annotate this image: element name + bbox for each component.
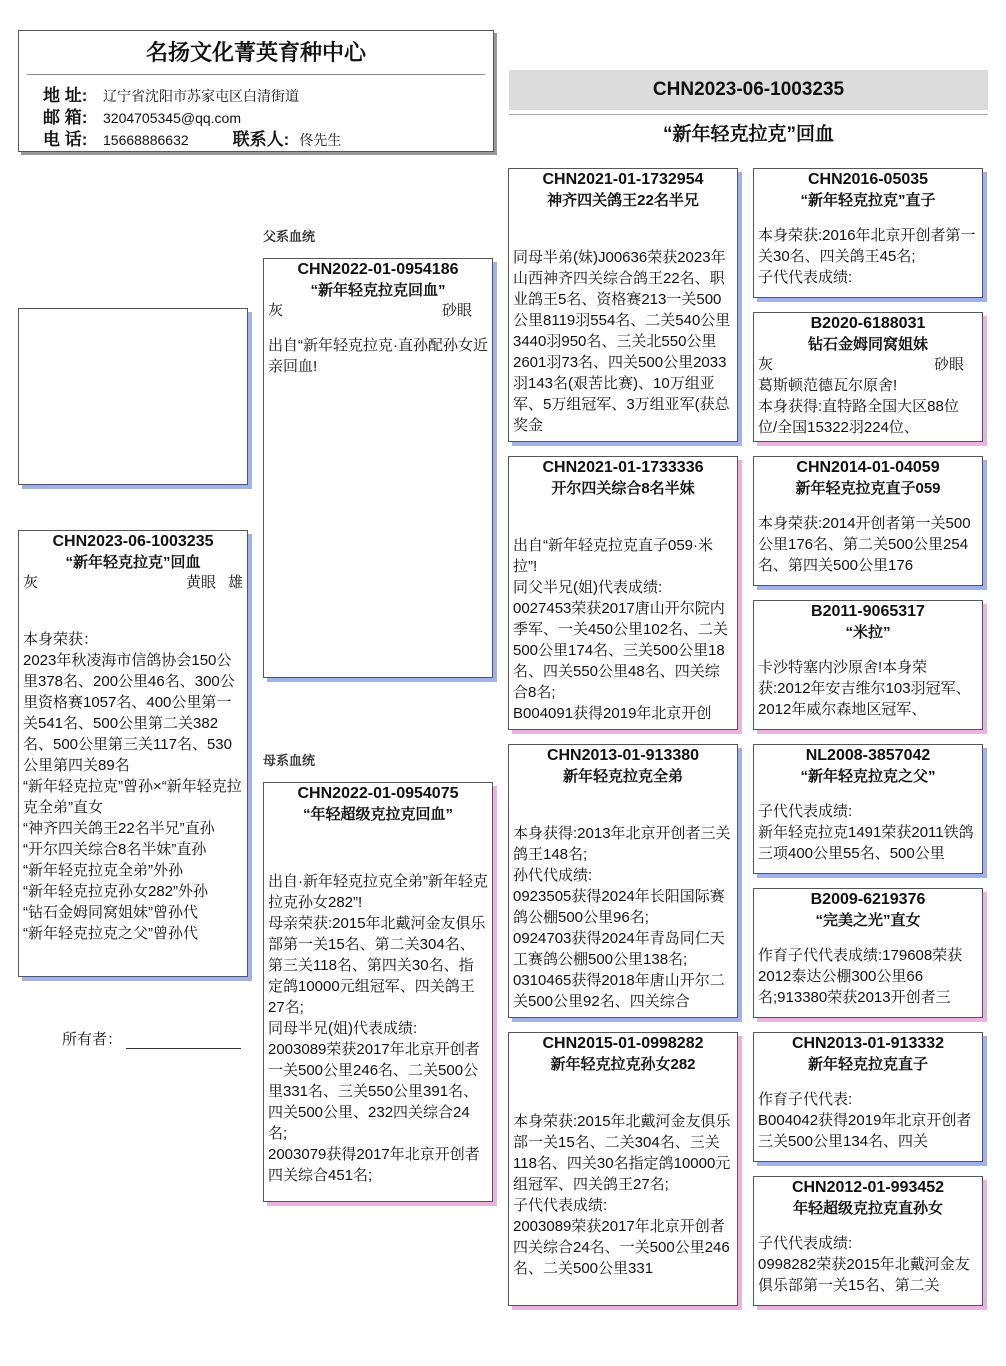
phone-row (19, 129, 493, 151)
subject-meta (19, 573, 247, 593)
dd-ring: CHN2015-01-0998282 (542, 1035, 704, 1052)
ss-details: 同母半弟(妹)J00636荣获2023年山西神齐四关综合鸽王22名、职业鸽王5名、资格赛213一关500公里8119羽554名、二关540公里3440羽950名、三关北550公里2601羽73名、四关500公里2033羽143名(艰苦比赛)、10万组亚军、5万组冠军、3万组亚军(获总奖金 (513, 249, 731, 434)
contact-value: 佟先生 (299, 132, 342, 148)
dsd-ring: B2009-6219376 (810, 891, 926, 908)
address-label: 地 址: (43, 86, 88, 105)
granddam-dam-side-card (508, 1032, 738, 1306)
phone-value[interactable]: 15668886632 (103, 132, 189, 148)
sire-eye: 砂眼 (441, 302, 472, 319)
sss-ring: CHN2016-05035 (807, 171, 929, 188)
ggp-dds-card (753, 1032, 983, 1162)
pigeon-photo-frame (18, 308, 248, 485)
sdd-details: 卡沙特塞内沙原舍!本身荣获:2012年安吉维尔103羽冠军、2012年威尔森地区冠军、 (758, 659, 971, 718)
sds-name: 新年轻克拉克直子059 (795, 480, 941, 497)
dds-ring: CHN2013-01-913332 (791, 1035, 945, 1052)
contact-label: 联系人: (232, 130, 290, 149)
dsd-name: “完美之光”直女 (815, 912, 921, 929)
dds-name: 新年轻克拉克直子 (807, 1056, 928, 1073)
ssd-name: 钻石金姆同窝姐妹 (807, 336, 928, 353)
subject-details: 本身荣获： 2023年秋凌海市信鸽协会150公里378名、200公里46名、300公里资格赛1057名、400公里第一关541名、500公里第二关382名、500公里第三关117名、530公里第四关89名 “新年轻克拉克”曾孙×“新年轻克拉克全弟”直女 “神齐四关鸽王22名半兄”直孙 “开尔四关综合8名半妹”直孙 “新年轻克拉克全弟”外孙 “新年轻克拉克孙女282”外孙 “钻石金姆同窝姐妹”曾孙代 “新年轻克拉克之父”曾孙代 (23, 631, 242, 942)
dd-details: 本身荣获:2015年北戴河金友俱乐部一关15名、二关304名、三关118名、四关30名指定鸽10000元组冠军、四关鸽王27名; 子代代表成绩: 2003089荣获2017年北京开创者四关综合24名、一关500公里246名、二关500公里331 (513, 1113, 731, 1277)
ds-details: 本身获得:2013年北京开创者三关鸽王148名; 孙代代成绩: 0923505获得2024年长阳国际赛鸽公棚500公里96名; 0924703获得2024年青岛同仁天工赛鸽公棚500公里138名; 0310465获得2018年唐山开尔二关500公里92名、四关综合 (513, 825, 731, 1010)
dss-details: 子代代表成绩: 新年轻克拉克1491荣获2011铁鸽三项400公里55名、500公里 (758, 803, 974, 862)
sire-meta (264, 301, 492, 321)
sdd-name: “米拉” (845, 624, 891, 641)
owner-label: 所有者： (62, 1031, 123, 1048)
ss-name: 神齐四关鸽王22名半兄 (547, 192, 699, 209)
banner-divider (509, 114, 988, 115)
sdd-ring: B2011-9065317 (811, 603, 925, 620)
owner-field (62, 1028, 241, 1049)
sd-name: 开尔四关综合8名半妹 (551, 480, 695, 497)
grandsire-sire-side-card (508, 168, 738, 442)
ssd-ring: B2020-6188031 (810, 315, 926, 332)
sire-card (263, 258, 493, 678)
ssd-eye: 砂眼 (933, 356, 964, 373)
email-label: 邮 箱: (43, 108, 88, 127)
sire-details: 出自“新年轻克拉克·直孙配孙女近亲回血! (268, 337, 488, 375)
sss-details: 本身荣获:2016年北京开创者第一关30名、四关鸽王45名; 子代代表成绩: (758, 227, 976, 286)
ddd-details: 子代代表成绩: 0998282荣获2015年北戴河金友俱乐部第一关15名、第二关 (758, 1235, 970, 1294)
breeder-info-card (18, 30, 494, 152)
subject-eye: 黄眼 (185, 574, 216, 591)
ddd-ring: CHN2012-01-993452 (791, 1179, 945, 1196)
subject-pigeon-card (18, 530, 248, 977)
dsd-details: 作育子代代表成绩:179608荣获2012泰达公棚300公里66名;913380荣获2013开创者三 (758, 947, 963, 1006)
email-value[interactable]: 3204705345@qq.com (103, 110, 241, 126)
pedigree-banner-name: “新年轻克拉克”回血 (662, 124, 834, 145)
sds-ring: CHN2014-01-04059 (796, 459, 940, 476)
dds-details: 作育子代代表: B004042获得2019年北京开创者三关500公里134名、四关 (758, 1091, 972, 1150)
ds-name: 新年轻克拉克全弟 (562, 768, 683, 785)
subject-name: “新年轻克拉克”回血 (65, 554, 201, 571)
ggp-sds-card (753, 456, 983, 586)
dam-line-label: 母系血统 (263, 753, 316, 768)
header-divider (27, 74, 485, 75)
dam-card (263, 782, 493, 1202)
ddd-name: 年轻超级克拉克直孙女 (792, 1200, 943, 1217)
sss-name: “新年轻克拉克”直子 (800, 192, 936, 209)
subject-sex: 雄 (227, 574, 243, 591)
email-row (19, 107, 493, 129)
granddam-sire-side-card (508, 456, 738, 730)
sire-color: 灰 (268, 302, 284, 319)
ggp-dss-card (753, 744, 983, 874)
phone-label: 电 话: (43, 130, 88, 149)
ssd-details: 葛斯顿范德瓦尔原舍! 本身获得:直特路全国大区88位位/全国15322羽224位、 (758, 377, 959, 436)
ssd-meta (754, 355, 982, 375)
dam-ring: CHN2022-01-0954075 (297, 785, 459, 802)
subject-ring: CHN2023-06-1003235 (52, 533, 214, 550)
breeder-name: 名扬文化菁英育种中心 (145, 40, 366, 65)
dss-name: “新年轻克拉克之父” (800, 768, 936, 785)
ggp-ddd-card (753, 1176, 983, 1306)
ss-ring: CHN2021-01-1732954 (542, 171, 704, 188)
grandsire-dam-side-card (508, 744, 738, 1018)
owner-signature-line[interactable] (126, 1032, 241, 1049)
ds-ring: CHN2013-01-913380 (546, 747, 700, 764)
sds-details: 本身荣获:2014开创者第一关500公里176名、第二关500公里254名、第四关500公里176 (758, 515, 971, 574)
address-row (19, 85, 493, 107)
ssd-color: 灰 (758, 356, 774, 373)
ggp-sdd-card (753, 600, 983, 730)
sire-ring: CHN2022-01-0954186 (297, 261, 459, 278)
address-value: 辽宁省沈阳市苏家屯区白清街道 (103, 88, 299, 104)
subject-color: 灰 (23, 574, 39, 591)
ggp-dsd-card (753, 888, 983, 1018)
ggp-sss-card (753, 168, 983, 298)
sd-ring: CHN2021-01-1733336 (542, 459, 704, 476)
dd-name: 新年轻克拉克孙女282 (550, 1056, 696, 1073)
ggp-ssd-card (753, 312, 983, 442)
dam-name: “年轻超级克拉克回血” (302, 806, 453, 823)
pedigree-banner-ring: CHN2023-06-1003235 (509, 70, 988, 110)
dam-details: 出自·新年轻克拉克全弟”新年轻克拉克孙女282”! 母亲荣获:2015年北戴河金友俱乐部第一关15名、第二关304名、第三关118名、第四关30名、指定鸽10000元组冠军、四关鸽王27名; 同母半兄(姐)代表成绩: 2003089荣获2017年北京开创者一关500公里246名、二关500公里331名、三关550公里391名、四关500公里、232四关综合24名; 2003079获得2017年北京开创者四关综合451名; (268, 873, 488, 1184)
dss-ring: NL2008-3857042 (805, 747, 931, 764)
sd-details: 出自“新年轻克拉克直子059·米拉”! 同父半兄(姐)代表成绩: 0027453荣获2017唐山开尔院内季军、一关450公里102名、二关500公里174名、三关500公里18名、四关550公里48名、四关综合8名; B004091获得2019年北京开创 (513, 537, 729, 722)
sire-name: “新年轻克拉克回血” (310, 282, 446, 299)
sire-line-label: 父系血统 (263, 229, 316, 244)
